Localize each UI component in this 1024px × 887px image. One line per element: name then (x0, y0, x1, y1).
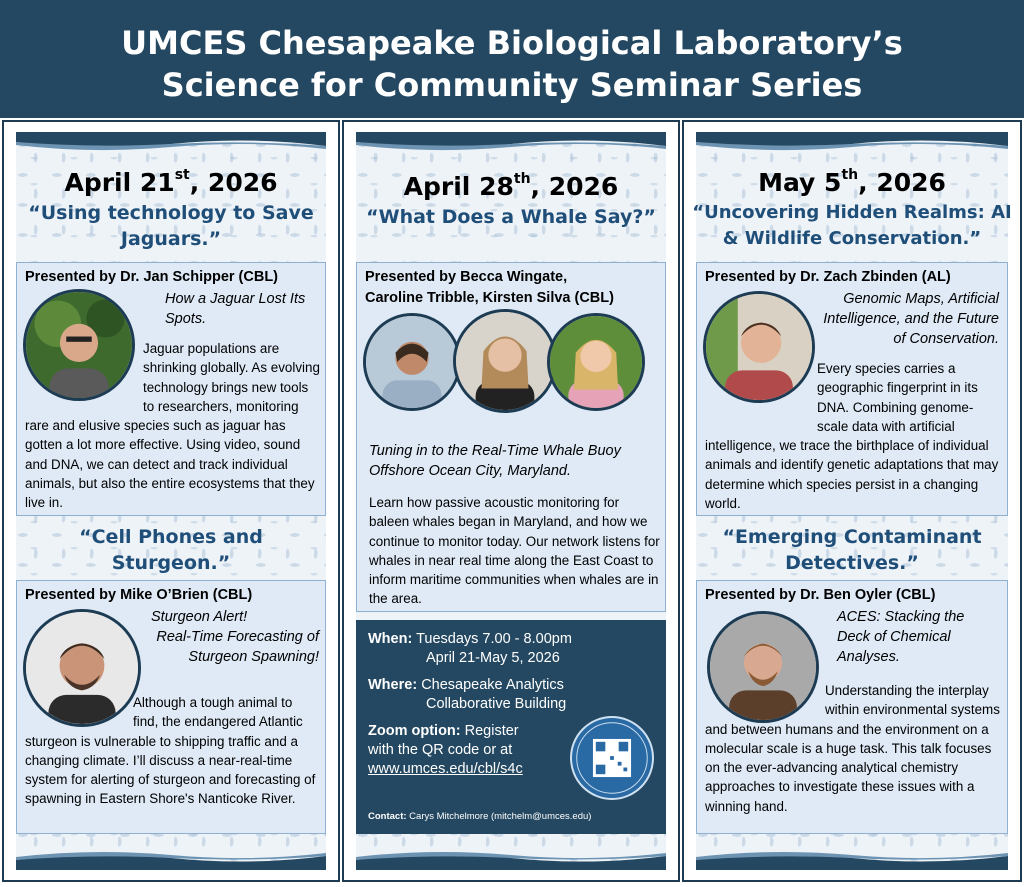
talk-subtitle: Genomic Maps, Artificial Intelligence, and the Future of Conservation. (823, 291, 999, 347)
talk-description: Learn how passive acoustic monitoring for baleen whales began in Maryland, and how we continue to monitor today. Our network listens for whales in near real time along the East Coast to inform maritime communities when whales are in the area. (369, 495, 660, 607)
registration-link[interactable]: www.umces.edu/cbl/s4c (368, 761, 523, 777)
presenter-name: Presented by Dr. Jan Schipper (CBL) (25, 269, 279, 285)
talk-subtitle: How a Jaguar Lost Its Spots. (165, 291, 306, 327)
talk-description: Understanding the interplay within environmental systems and between humans and the environment on a molecular scale is a huge task. This talk focuses on the ever-advancing analytical chemistry approaches to investigate these issues with a winning hand. (705, 683, 1000, 814)
talk-box-ai-wildlife (696, 262, 1008, 516)
talk-description: Jaguar populations are shrinking globally. As evolving technology brings new tools to researchers, monitoring rare and elusive species such as jaguar has gotten a lot more effective. Using video, sound and DNA, we can detect and track individual animals, but also the entire ecosystems that they live in. (25, 341, 320, 511)
talk-subtitle: ACES: Stacking the Deck of Chemical Analyses. (837, 609, 965, 665)
wave-banner-top (696, 132, 1008, 152)
wave-banner-top (16, 132, 326, 152)
presenter-name: Presented by Dr. Ben Oyler (CBL) (705, 587, 936, 603)
column-april-21 (2, 120, 340, 882)
column-april-28 (342, 120, 680, 882)
header-title-line1: UMCES Chesapeake Biological Laboratory’s (121, 24, 903, 62)
poster-header (0, 0, 1024, 118)
header-title-line2: Science for Community Seminar Series (161, 66, 863, 104)
presenter-name: Presented by Dr. Zach Zbinden (AL) (705, 269, 951, 285)
event-info-panel (356, 620, 666, 834)
seminar-date: May 5th, 2026 (758, 167, 946, 197)
talk-box-whale (356, 262, 666, 612)
wave-banner-bottom (696, 850, 1008, 870)
talk-title-whale: “What Does a Whale Say?” (366, 206, 656, 228)
seminar-date: April 28th, 2026 (403, 171, 619, 201)
event-where: Where: Chesapeake Analytics Collaborative Building (368, 677, 567, 712)
column-may-5 (682, 120, 1022, 882)
talk-box-contaminants (696, 580, 1008, 834)
talk-title-contaminants: “Emerging Contaminant Detectives.” (722, 526, 982, 574)
talk-subtitle: Tuning in to the Real-Time Whale Buoy Offshore Ocean City, Maryland. (369, 443, 621, 479)
talk-title-ai-wildlife: “Uncovering Hidden Realms: AI & Wildlife Conservation.” (692, 202, 1012, 249)
talk-title-sturgeon: “Cell Phones and Sturgeon.” (79, 526, 263, 574)
wave-banner-bottom (356, 850, 666, 870)
seminar-date: April 21st, 2026 (64, 167, 278, 197)
wave-banner-top (356, 132, 666, 152)
presenter-name: Presented by Mike O’Brien (CBL) (25, 587, 253, 603)
presenter-photo-silva (547, 313, 645, 411)
qr-code[interactable] (570, 716, 654, 800)
presenter-name: Presented by Becca Wingate, Caroline Tribble, Kirsten Silva (CBL) (365, 269, 614, 306)
event-when: When: Tuesdays 7.00 - 8.00pm April 21-May 5, 2026 (368, 631, 572, 666)
talk-subtitle: Sturgeon Alert! Real-Time Forecasting of Sturgeon Spawning! (151, 609, 319, 665)
presenter-photo-wingate (363, 313, 461, 411)
presenter-photo-tribble (453, 309, 557, 413)
talk-box-sturgeon (16, 580, 326, 834)
talk-title-jaguars: “Using technology to Save Jaguars.” (28, 202, 314, 250)
wave-banner-bottom (16, 850, 326, 870)
contact-line: Contact: Carys Mitchelmore (mitchelm@umces.edu) (368, 811, 592, 822)
talk-box-jaguars (16, 262, 326, 516)
talk-description: Although a tough animal to find, the endangered Atlantic sturgeon is vulnerable to shipping traffic and a changing climate. I’ll discuss a near-real-time system for alerting of sturgeon and forecasting of spawning in Eastern Shore's Nanticoke River. (25, 695, 316, 807)
event-zoom: Zoom option: Register with the QR code or at www.umces.edu/cbl/s4c (368, 722, 654, 779)
talk-description: Every species carries a geographic fingerprint in its DNA. Combining genome-scale data with artificial intelligence, we trace the birthplace of individual animals and identify genetic adaptations that may determine which species persist in a changing world. (705, 361, 999, 512)
